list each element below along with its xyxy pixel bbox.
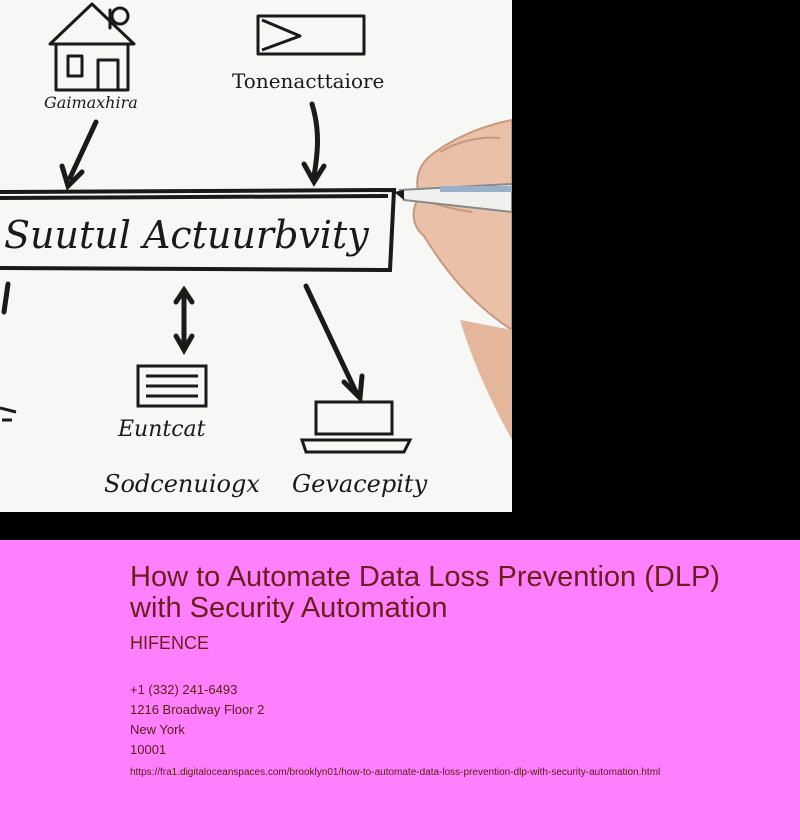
label-bottom-left: Sodcenuiogx — [104, 470, 260, 498]
label-bottom-middle: Euntcat — [118, 417, 206, 442]
label-bottom-right: Gevacepity — [292, 470, 428, 498]
label-top-right: Tonenacttaiore — [232, 69, 385, 93]
page-url: https://fra1.digitaloceanspaces.com/brooklyn01/how-to-automate-data-loss-prevention-dlp-with-security-automation.html — [130, 767, 661, 778]
info-panel — [0, 540, 800, 840]
hero-illustration — [0, 0, 512, 512]
phone-number: +1 (332) 241-6493 — [130, 682, 238, 697]
zip-code: 10001 — [130, 742, 167, 757]
page-title: How to Automate Data Loss Prevention (DLP) with Security Automation — [130, 561, 720, 624]
info-content — [130, 562, 770, 780]
hero-image — [0, 0, 512, 512]
city: New York — [130, 722, 185, 737]
label-center-box: Suutul Actuurbvity — [4, 213, 369, 257]
contact-block — [130, 680, 770, 760]
label-top-left: Gaimaxhira — [44, 93, 138, 112]
address-line: 1216 Broadway Floor 2 — [130, 702, 265, 717]
brand-name: HIFENCE — [130, 633, 210, 653]
